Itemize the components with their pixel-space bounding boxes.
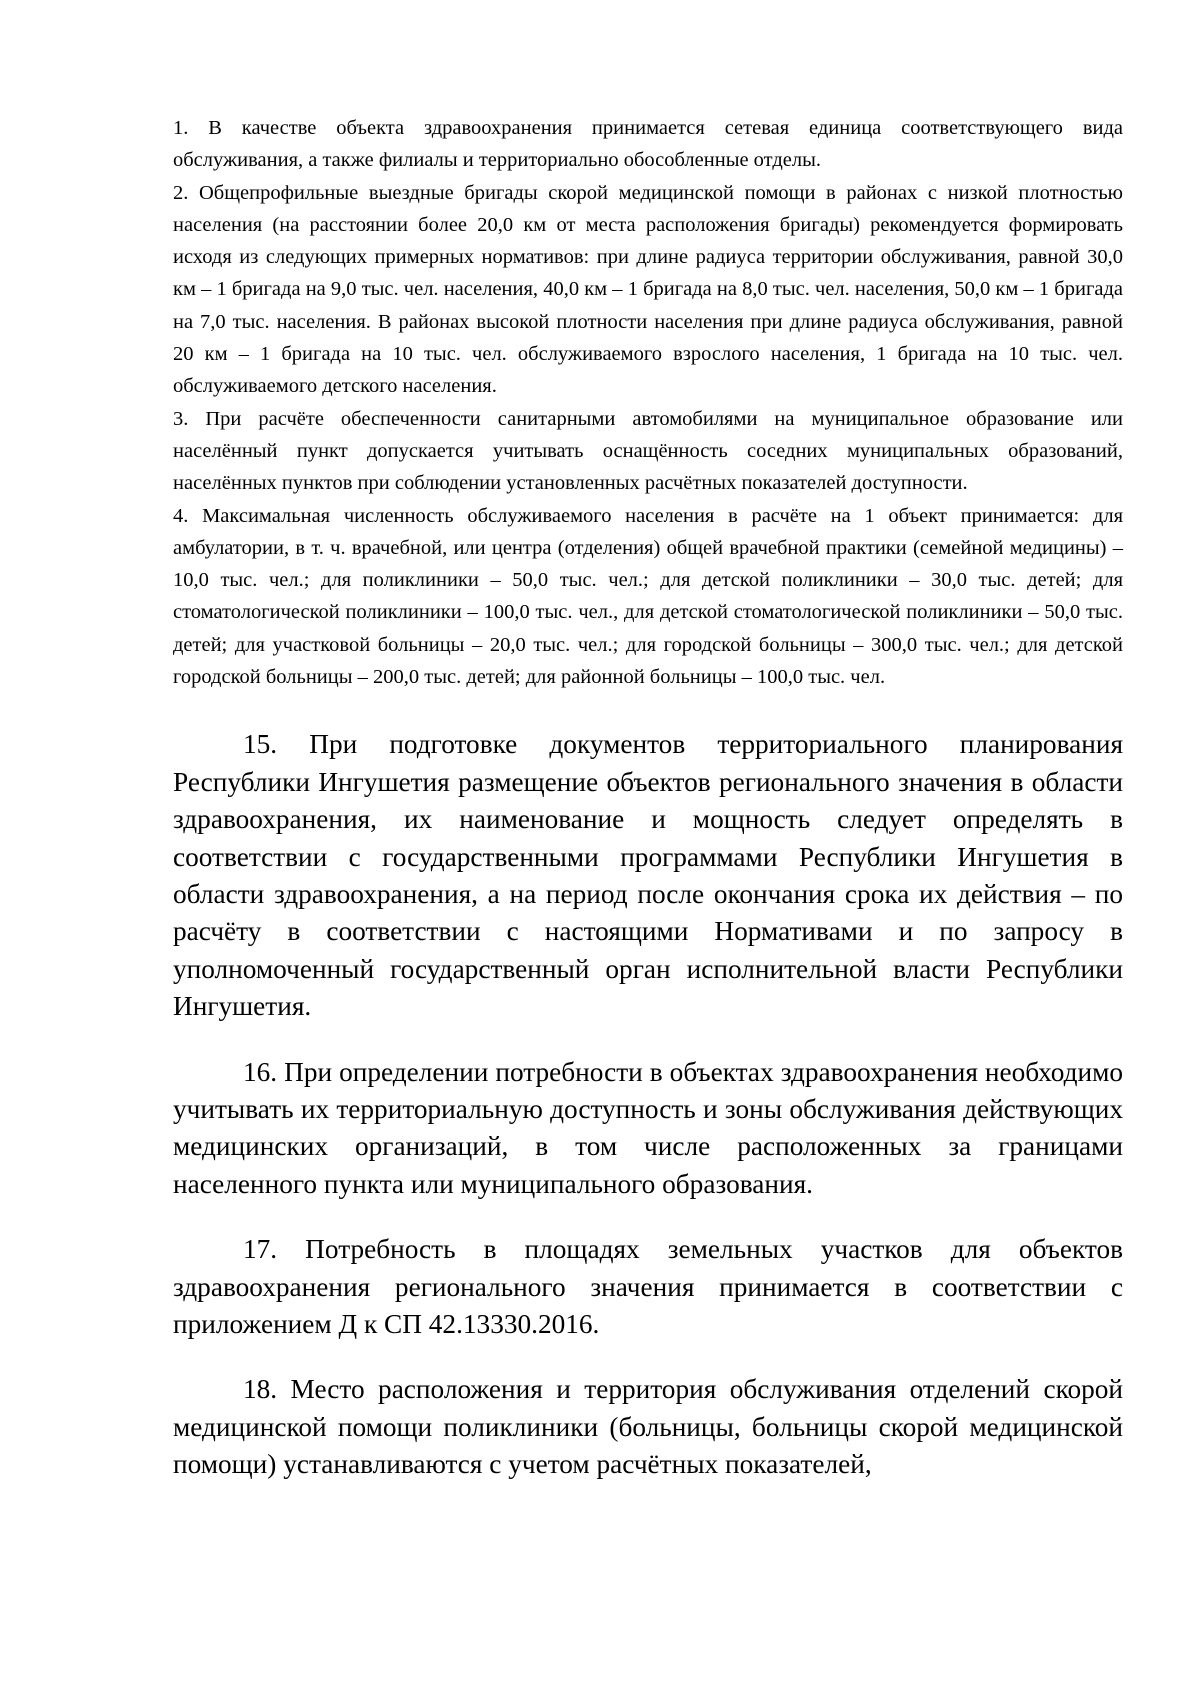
table-notes — [173, 112, 1123, 693]
note-3: 3. При расчёте обеспеченности санитарными автомобилями на муниципальное образование или населённый пункт допускается учитывать оснащённость соседних муниципальных образований, населённых пунктов при соблюдении установленных расчётных показателей доступности. — [173, 407, 1123, 495]
paragraph-18: 18. Место расположения и территория обслуживания отделений скорой медицинской помощи поликлиники (больницы, больницы скорой медицинской помощи) устанавливаются с учетом расчётных показателей, — [173, 1374, 1123, 1480]
note-2: 2. Общепрофильные выездные бригады скорой медицинской помощи в районах с низкой плотностью населения (на расстоянии более 20,0 км от места расположения бригады) рекомендуется формировать исходя из следующих примерных нормативов: при длине радиуса территории обслуживания, равной 30,0 км – 1 бригада на 9,0 тыс. чел. населения, 40,0 км – 1 бригада на 8,0 тыс. чел. населения, 50,0 км – 1 бригада на 7,0 тыс. населения. В районах высокой плотности населения при длине радиуса обслуживания, равной 20 км – 1 бригада на 10 тыс. чел. обслуживаемого взрослого населения, 1 бригада на 10 тыс. чел. обслуживаемого детского населения. — [173, 181, 1123, 398]
body-paragraphs — [173, 726, 1123, 1483]
note-1: 1. В качестве объекта здравоохранения принимается сетевая единица соответствующего вида обслуживания, а также филиалы и территориально обособленные отделы. — [173, 117, 1123, 172]
paragraph-16: 16. При определении потребности в объектах здравоохранения необходимо учитывать их территориальную доступность и зоны обслуживания действующих медицинских организаций, в том числе расположенных за границами населенного пункта или муниципального образования. — [173, 1056, 1123, 1199]
paragraph-17: 17. Потребность в площадях земельных участков для объектов здравоохранения регионального значения принимается в соответствии с приложением Д к СП 42.13330.2016. — [173, 1234, 1123, 1340]
note-4: 4. Максимальная численность обслуживаемого населения в расчёте на 1 объект принимается: для амбулатории, в т. ч. врачебной, или центра (отделения) общей врачебной практики (семейной медицины) – 10,0 тыс. чел.; для поликлиники – 50,0 тыс. чел.; для детской поликлиники – 30,0 тыс. детей; для стоматологической поликлиники – 100,0 тыс. чел., для детской стоматологической поликлиники – 50,0 тыс. детей; для участковой больницы – 20,0 тыс. чел.; для городской больницы – 300,0 тыс. чел.; для детской городской больницы – 200,0 тыс. детей; для районной больницы – 100,0 тыс. чел. — [173, 504, 1123, 689]
paragraph-15: 15. При подготовке документов территориального планирования Республики Ингушетия размещение объектов регионального значения в области здравоохранения, их наименование и мощность следует определять в соответствии с государственными программами Республики Ингушетия в области здравоохранения, а на период после окончания срока их действия – по расчёту в соответствии с настоящими Нормативами и по запросу в уполномоченный государственный орган исполнительной власти Республики Ингушетия. — [173, 729, 1123, 1022]
document-page — [173, 112, 1123, 1512]
